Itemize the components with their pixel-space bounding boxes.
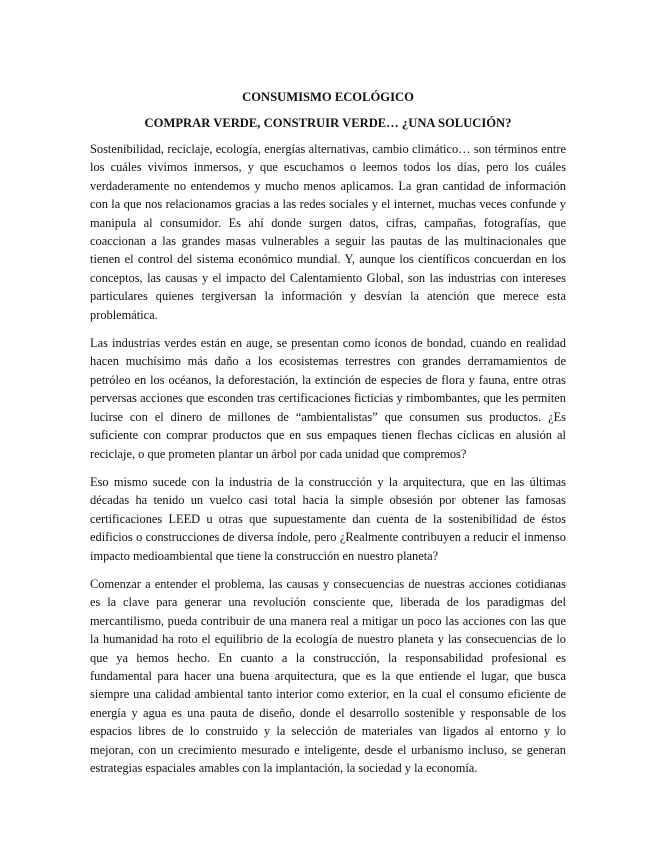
document-page [90, 88, 566, 777]
document-subtitle: COMPRAR VERDE, CONSTRUIR VERDE… ¿UNA SOLUCIÓN? [144, 116, 512, 130]
paragraph-1: Sostenibilidad, reciclaje, ecología, energías alternativas, cambio climático… son términos entre los cuáles vivimos inmersos, y que escuchamos o leemos todos los días, pero los cuáles verdaderamente no entendemos y mucho menos aplicamos. La gran cantidad de información con la que nos relacionamos gracias a las redes sociales y el internet, muchas veces confunde y manipula al consumidor. Es ahí donde surgen datos, cifras, campañas, fotografías, que coaccionan a las grandes masas vulnerables a seguir las pautas de las multinacionales que tienen el control del sistema económico mundial. Y, aunque los científicos concuerdan en los conceptos, las causas y el impacto del Calentamiento Global, son las industrias con intereses particulares quienes tergiversan la información y desvían la atención que merece esta problemática. [90, 142, 566, 322]
paragraph-2: Las industrias verdes están en auge, se presentan como íconos de bondad, cuando en realidad hacen muchísimo más daño a los ecosistemas terrestres con grandes derramamientos de petróleo en los océanos, la deforestación, la extinción de especies de flora y fauna, entre otras perversas acciones que esconden tras certificaciones ficticias y rimbombantes, que les permiten lucirse con el dinero de millones de “ambientalistas” que consumen sus productos. ¿Es suficiente con comprar productos que en sus empaques tienen flechas cíclicas en alusión al reciclaje, o que prometen plantar un árbol por cada unidad que compremos? [90, 336, 566, 461]
paragraph-4: Comenzar a entender el problema, las causas y consecuencias de nuestras acciones cotidianas es la clave para generar una revolución consciente que, liberada de los paradigmas del mercantilismo, pueda contribuir de una manera real a mitigar un poco las acciones con las que la humanidad ha roto el equilibrio de la ecología de nuestro planeta y las consecuencias de lo que ya hemos hecho. En cuanto a la construcción, la responsabilidad profesional es fundamental para hacer una buena arquitectura, que es la que entiende el lugar, que busca siempre una calidad ambiental tanto interior como exterior, en la cual el consumo eficiente de energía y agua es una pauta de diseño, donde el desarrollo sostenible y responsable de los espacios libres de lo construido y la selección de materiales van ligados al entorno y lo mejoran, con un crecimiento mesurado e inteligente, desde el urbanismo incluso, se generan estrategias espaciales amables con la implantación, la sociedad y la economía. [90, 576, 566, 775]
document-title: CONSUMISMO ECOLÓGICO [242, 90, 414, 104]
paragraph-3: Eso mismo sucede con la industria de la construcción y la arquitectura, que en las últimas décadas ha tenido un vuelco casi total hacia la simple obsesión por obtener las famosas certificaciones LEED u otras que supuestamente dan cuenta de la sostenibilidad de éstos edificios o construcciones de diversa índole, pero ¿Realmente contribuyen a reducir el inmenso impacto medioambiental que tiene la construcción en nuestro planeta? [90, 474, 566, 563]
